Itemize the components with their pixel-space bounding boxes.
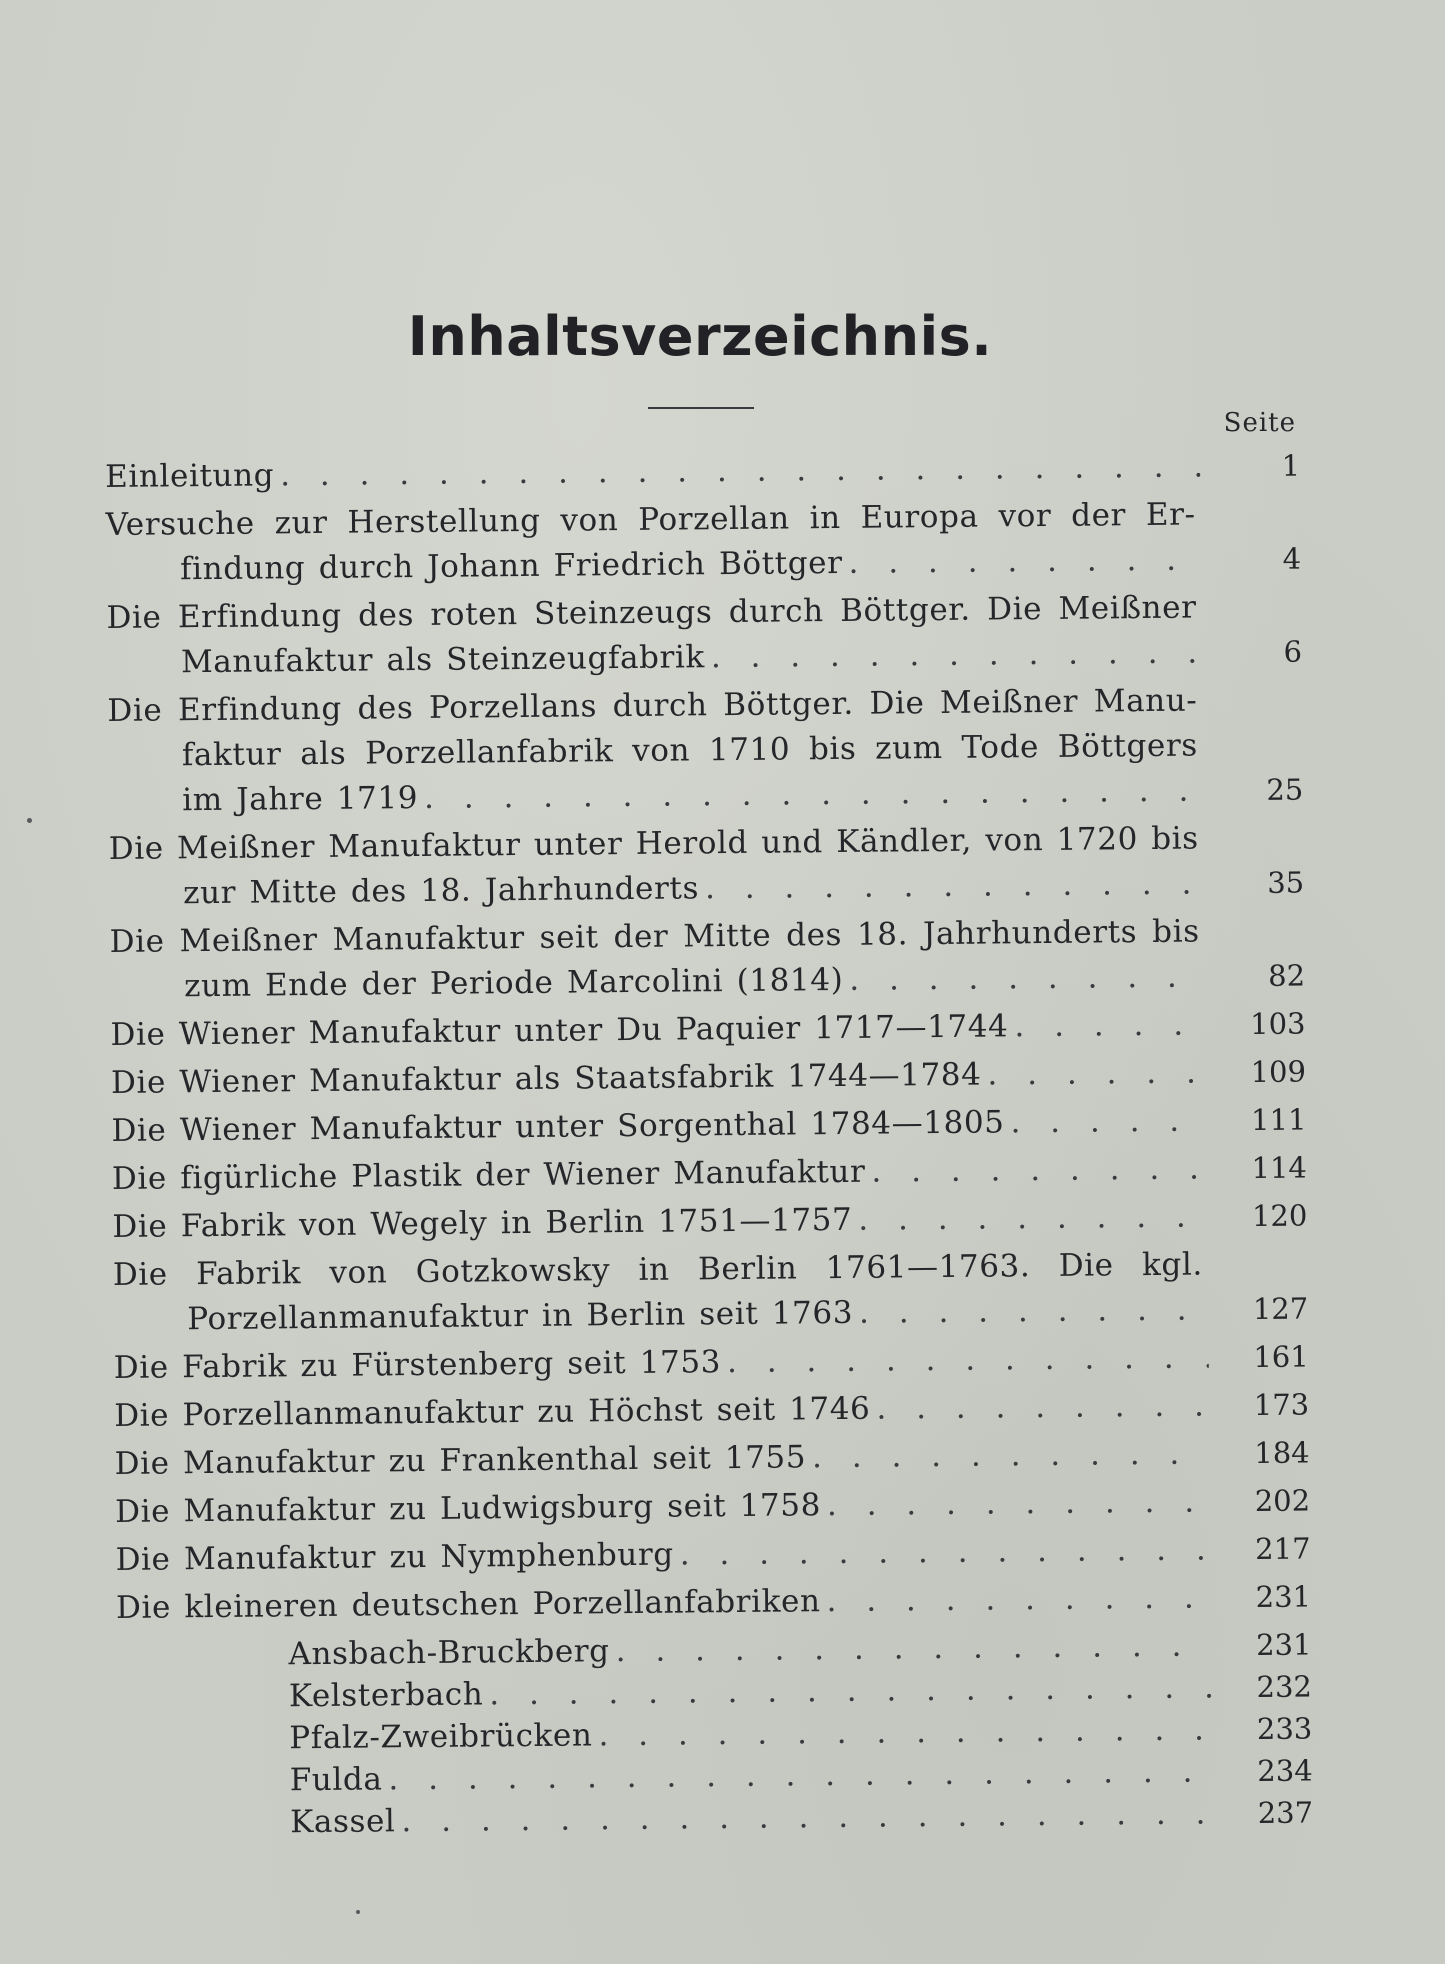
toc-entry-label: Manufaktur als Steinzeugfabrik	[180, 639, 706, 681]
toc-entry-label: Die Manufaktur zu Ludwigsburg seit 1758	[114, 1487, 822, 1530]
dot-leader	[852, 1194, 1207, 1242]
toc-subentry-label: Fulda	[289, 1761, 383, 1799]
dot-leader	[705, 630, 1203, 680]
toc-entry-last-line	[114, 1334, 1309, 1390]
toc-page-number: 233	[1256, 1711, 1313, 1747]
toc-entry	[115, 1478, 1310, 1534]
toc-entry	[116, 1574, 1311, 1630]
toc-page-number: 103	[1249, 1006, 1306, 1042]
toc-page-number: 237	[1257, 1795, 1314, 1830]
toc-entry-line: Die Meißner Manufaktur unter Herold und Kändler, von 1720 bis	[108, 820, 1199, 867]
toc-entry	[110, 1002, 1305, 1058]
toc-entry-last-line	[115, 1478, 1310, 1534]
dot-leader	[699, 861, 1205, 911]
toc-page-number: 173	[1253, 1387, 1310, 1423]
toc-entry	[109, 816, 1305, 917]
toc-page-number: 1	[1281, 448, 1301, 483]
toc-entry	[114, 1382, 1309, 1438]
toc-entry-line: Die Fabrik von Gotzkowsky in Berlin 1761—1763. Die kgl.	[112, 1246, 1203, 1293]
toc-entry-label: zur Mitte des 18. Jahrhunderts	[183, 870, 700, 912]
dot-leader	[1004, 1098, 1206, 1145]
toc-entry	[106, 585, 1302, 686]
toc-entry-last-line	[111, 1097, 1306, 1153]
toc-page-number: 161	[1253, 1339, 1309, 1375]
toc-page-number: 4	[1282, 541, 1302, 576]
dot-leader	[721, 1335, 1209, 1385]
toc-entry	[112, 1193, 1307, 1249]
toc-entry-label: Einleitung	[105, 457, 275, 495]
toc-page-number: 114	[1251, 1150, 1308, 1186]
page-title: Inhaltsverzeichnis.	[407, 305, 993, 368]
toc-entry-label: Die figürliche Plastik der Wiener Manufaktur	[111, 1153, 866, 1197]
toc-page-number: 35	[1267, 865, 1305, 900]
dot-leader	[821, 1479, 1211, 1528]
toc-entry-label: Die kleineren deutschen Porzellanfabriken	[115, 1583, 821, 1626]
dot-leader	[1008, 1002, 1206, 1049]
toc-entry-line: Die Erfindung des roten Steinzeugs durch Böttger. Die Meißner	[106, 589, 1197, 636]
toc-entry-last-line	[112, 1145, 1307, 1201]
toc-page-number: 120	[1251, 1198, 1308, 1234]
toc-entry-label: Porzellanmanufaktur in Berlin seit 1763	[187, 1294, 854, 1338]
toc-subentry-label: Ansbach-Bruckberg	[288, 1633, 610, 1673]
dot-leader	[274, 444, 1200, 498]
toc-entry-label: Die Porzellanmanufaktur zu Höchst seit 1746	[114, 1390, 871, 1434]
dot-leader	[820, 1575, 1211, 1624]
toc-entry-label: Die Manufaktur zu Frankenthal seit 1755	[114, 1439, 807, 1482]
toc-entry	[114, 1430, 1309, 1486]
toc-entry-last-line	[105, 444, 1300, 500]
toc-entry-label: Die Manufaktur zu Nymphenburg	[115, 1536, 674, 1578]
toc-page-number: 202	[1254, 1483, 1311, 1519]
dot-leader	[674, 1527, 1211, 1577]
paper-speck	[356, 1910, 360, 1914]
toc-entry	[115, 1526, 1310, 1582]
toc-entry-label: findung durch Johann Friedrich Böttger	[179, 544, 843, 588]
toc-page-number: 217	[1255, 1531, 1311, 1567]
toc-subentry-label: Kelsterbach	[288, 1676, 484, 1715]
toc-page-number: 6	[1283, 634, 1303, 669]
dot-leader	[865, 1146, 1207, 1194]
toc-entry-last-line	[111, 1050, 1306, 1106]
toc-entry	[111, 1097, 1306, 1153]
toc-page-number: 184	[1254, 1435, 1310, 1471]
toc-entry-line: Die Meißner Manufaktur seit der Mitte des 18. Jahrhunderts bis	[109, 913, 1200, 960]
toc-page-number: 231	[1255, 1627, 1312, 1663]
toc-entry-label: Die Fabrik zu Fürstenberg seit 1753	[113, 1344, 722, 1386]
toc-page-number: 232	[1256, 1669, 1313, 1705]
dot-leader	[806, 1431, 1210, 1480]
dot-leader	[870, 1383, 1209, 1431]
toc-subentry-label: Pfalz-Zweibrücken	[289, 1717, 593, 1757]
toc-entry-last-line	[112, 1193, 1307, 1249]
toc-entry-label: Die Wiener Manufaktur als Staatsfabrik 1744—1784	[110, 1056, 982, 1101]
toc-entry	[109, 909, 1305, 1010]
toc-entry-label: Die Wiener Manufaktur unter Sorgenthal 1784—1805	[111, 1104, 1005, 1149]
toc-page-number: 234	[1257, 1753, 1313, 1788]
toc-page-number: 111	[1250, 1102, 1307, 1138]
toc-entry-line: Versuche zur Herstellung von Porzellan in Europa vor der Er-	[105, 496, 1196, 543]
toc-page-number: 127	[1252, 1291, 1309, 1327]
dot-leader	[853, 1287, 1209, 1335]
dot-leader	[981, 1050, 1206, 1097]
dot-leader	[395, 1791, 1213, 1844]
toc-subentry-label: Kassel	[289, 1803, 396, 1841]
page-column-header: Seite	[1223, 408, 1296, 438]
toc-entry-line: faktur als Porzellanfabrik von 1710 bis zum Tode Böttgers	[181, 727, 1199, 774]
toc-entry-label: Die Wiener Manufaktur unter Du Paquier 1717—1744	[110, 1008, 1009, 1053]
toc-entry	[114, 1334, 1309, 1390]
dot-leader	[843, 954, 1205, 1002]
toc-entry	[112, 1145, 1307, 1201]
toc-entry-last-line	[115, 1526, 1310, 1582]
table-of-contents	[105, 444, 1313, 1844]
toc-entry-label: im Jahre 1719	[182, 780, 419, 819]
dot-leader	[842, 537, 1201, 585]
dot-leader	[418, 768, 1204, 821]
toc-page-number: 82	[1267, 958, 1306, 993]
toc-entry	[111, 1050, 1306, 1106]
toc-entry	[113, 1241, 1309, 1342]
toc-entry	[105, 492, 1301, 593]
toc-entry-label: zum Ende der Periode Marcolini (1814)	[183, 961, 844, 1005]
toc-entry	[107, 678, 1303, 824]
toc-entry-last-line	[114, 1430, 1309, 1486]
title-rule	[648, 407, 754, 409]
toc-entry-last-line	[114, 1382, 1309, 1438]
toc-page-number: 25	[1266, 772, 1304, 807]
toc-page-number: 109	[1250, 1054, 1307, 1090]
toc-entry-line: Die Erfindung des Porzellans durch Böttger. Die Meißner Manu-	[107, 682, 1198, 729]
toc-page-number: 231	[1255, 1579, 1312, 1615]
toc-entry	[105, 444, 1300, 500]
paper-speck	[27, 818, 32, 823]
toc-entry-label: Die Fabrik von Wegely in Berlin 1751—1757	[112, 1201, 853, 1245]
toc-entry-last-line	[110, 1002, 1305, 1058]
toc-entry-last-line	[116, 1574, 1311, 1630]
